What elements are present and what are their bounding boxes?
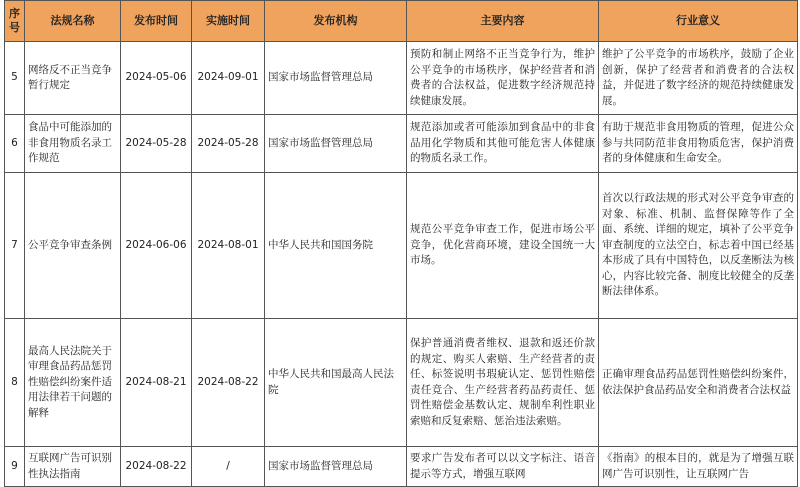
cell-name: 网络反不正当竞争暂行规定 bbox=[25, 42, 121, 115]
cell-issuer: 中华人民共和国最高人民法院 bbox=[265, 319, 407, 447]
cell-issuer: 中华人民共和国国务院 bbox=[265, 173, 407, 319]
cell-issuer: 国家市场监督管理总局 bbox=[265, 42, 407, 115]
header-no: 序号 bbox=[5, 1, 25, 42]
cell-release: 2024-08-21 bbox=[121, 319, 192, 447]
header-name: 法规名称 bbox=[25, 1, 121, 42]
header-significance: 行业意义 bbox=[599, 1, 798, 42]
cell-significance: 首次以行政法规的形式对公平竞争审查的对象、标准、机制、监督保障等作了全面、系统、详细的规定，填补了公平竞争审查制度的立法空白，标志着中国已经基本形成了具有中国特色，以反垄断法为核心，内容比较完备、制度比较健全的反垄断法律体系。 bbox=[599, 173, 798, 319]
cell-significance: 有助于规范非食用物质的管理，促进公众参与共同防范非食用物质危害，保护消费者的身体健康和生命安全。 bbox=[599, 115, 798, 173]
table-row bbox=[5, 173, 798, 319]
cell-no: 8 bbox=[5, 319, 25, 447]
cell-issuer: 国家市场监督管理总局 bbox=[265, 115, 407, 173]
cell-content: 预防和制止网络不正当竞争行为，维护公平竞争的市场秩序，保护经营者和消费者的合法权益，促进数字经济规范持续健康发展。 bbox=[407, 42, 599, 115]
cell-effective: 2024-05-28 bbox=[192, 115, 265, 173]
cell-name: 食品中可能添加的非食用物质名录工作规范 bbox=[25, 115, 121, 173]
header-content: 主要内容 bbox=[407, 1, 599, 42]
cell-effective: / bbox=[192, 447, 265, 487]
cell-name: 互联网广告可识别性执法指南 bbox=[25, 447, 121, 487]
cell-release: 2024-05-06 bbox=[121, 42, 192, 115]
cell-significance: 《指南》的根本目的，就是为了增强互联网广告可识别性，让互联网广告 bbox=[599, 447, 798, 487]
cell-content: 规范公平竞争审查工作，促进市场公平竞争，优化营商环境，建设全国统一大市场。 bbox=[407, 173, 599, 319]
cell-name: 公平竞争审查条例 bbox=[25, 173, 121, 319]
header-issuer: 发布机构 bbox=[265, 1, 407, 42]
cell-content: 规范添加或者可能添加到食品中的非食品用化学物质和其他可能危害人体健康的物质名录工作。 bbox=[407, 115, 599, 173]
cell-effective: 2024-08-22 bbox=[192, 319, 265, 447]
cell-no: 7 bbox=[5, 173, 25, 319]
cell-no: 9 bbox=[5, 447, 25, 487]
cell-content: 保护普通消费者维权、退款和返还价款的规定、购买人索赔、生产经营者的责任、标签说明书瑕疵认定、惩罚性赔偿责任竞合、生产经营者药品药责任、惩罚性赔偿金基数认定、规制牟利性职业索赔和反复索赔、惩治违法索赔。 bbox=[407, 319, 599, 447]
cell-significance: 正确审理食品药品惩罚性赔偿纠纷案件，依法保护食品药品安全和消费者合法权益 bbox=[599, 319, 798, 447]
header-effective: 实施时间 bbox=[192, 1, 265, 42]
cell-issuer: 国家市场监督管理总局 bbox=[265, 447, 407, 487]
header-release: 发布时间 bbox=[121, 1, 192, 42]
table-row bbox=[5, 447, 798, 487]
cell-no: 6 bbox=[5, 115, 25, 173]
regulations-table bbox=[4, 0, 798, 487]
cell-release: 2024-06-06 bbox=[121, 173, 192, 319]
cell-release: 2024-08-22 bbox=[121, 447, 192, 487]
cell-name: 最高人民法院关于审理食品药品惩罚性赔偿纠纷案件适用法律若干问题的解释 bbox=[25, 319, 121, 447]
cell-no: 5 bbox=[5, 42, 25, 115]
cell-content: 要求广告发布者可以以文字标注、语音提示等方式，增强互联网 bbox=[407, 447, 599, 487]
table-row bbox=[5, 319, 798, 447]
header-row bbox=[5, 1, 798, 42]
table-row bbox=[5, 42, 798, 115]
cell-effective: 2024-09-01 bbox=[192, 42, 265, 115]
cell-release: 2024-05-28 bbox=[121, 115, 192, 173]
cell-effective: 2024-08-01 bbox=[192, 173, 265, 319]
table-row bbox=[5, 115, 798, 173]
cell-significance: 维护了公平竞争的市场秩序，鼓励了企业创新，保护了经营者和消费者的合法权益，并促进了数字经济的规范持续健康发展。 bbox=[599, 42, 798, 115]
